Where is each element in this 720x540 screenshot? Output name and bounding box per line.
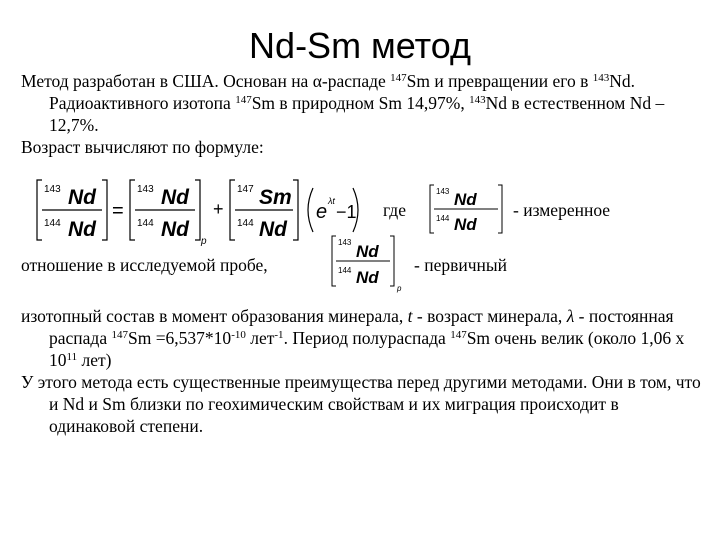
exp-base: e — [316, 201, 328, 223]
formula-intro: Возраст вычисляют по формуле: — [21, 137, 264, 157]
text-run: Sm в природном Sm 14,97%, — [251, 93, 470, 113]
text-run: Sm =6,537*10 — [127, 328, 232, 348]
superscript: 147 — [450, 329, 467, 341]
plus-sign: + — [213, 199, 224, 219]
measured-label: - измеренное — [513, 200, 611, 220]
text-run: Метод разработан в США. Основан на α-распаде — [21, 71, 391, 91]
element-symbol: Nd — [356, 268, 379, 287]
text-run: Nd в естественном Nd – 12,7%. — [49, 93, 665, 135]
superscript: -1 — [274, 329, 284, 341]
age-formula — [30, 178, 360, 246]
slide-title: Nd-Sm метод — [249, 25, 471, 66]
isotope-mass: 144 — [137, 218, 154, 229]
superscript: -10 — [231, 329, 246, 341]
isotope-mass: 144 — [436, 214, 450, 223]
variable-lambda: λ — [566, 306, 575, 326]
element-symbol: Nd — [356, 242, 379, 261]
superscript: 11 — [66, 351, 78, 363]
exp-power: λt — [328, 196, 335, 206]
isotope-mass: 144 — [237, 218, 254, 229]
text-run: лет — [245, 328, 275, 348]
text-run: - возраст минерала, — [412, 306, 567, 326]
superscript: 147 — [235, 94, 252, 106]
text-run: Nd. Радиоактивного изотопа — [49, 71, 636, 113]
element-symbol: Nd — [68, 218, 96, 241]
superscript: 143 — [469, 94, 486, 106]
element-symbol: Nd — [68, 186, 96, 209]
superscript: 147 — [111, 329, 128, 341]
superscript: 143 — [592, 72, 610, 84]
isotope-mass: 147 — [237, 184, 254, 195]
isotope-mass: 144 — [44, 218, 61, 229]
subscript-p: p — [397, 284, 402, 293]
isotope-mass: 143 — [137, 184, 154, 195]
primary-label: - первичный — [414, 255, 508, 275]
element-symbol: Nd — [161, 218, 189, 241]
superscript: 147 — [390, 72, 407, 84]
variable-t: t — [407, 306, 413, 326]
where-label: где — [383, 200, 406, 220]
explanation-paragraph — [21, 305, 701, 371]
element-symbol: Nd — [454, 190, 477, 209]
ratio-description: отношение в исследуемой пробе, — [21, 255, 268, 275]
element-symbol: Nd — [454, 215, 477, 234]
advantages-paragraph: У этого метода есть существенные преимущества перед другими методами. Они в том, что и Nd и Sm близки по геохимическим свойствам и их миграция происходит в одинаковой степени. — [21, 372, 701, 436]
subscript-p: p — [201, 236, 207, 247]
measured-ratio-svg — [428, 184, 508, 236]
text-run: лет) — [77, 350, 112, 370]
element-symbol: Nd — [259, 218, 287, 241]
intro-paragraph — [21, 70, 701, 136]
explanation-block — [21, 305, 701, 437]
isotope-mass: 143 — [338, 238, 352, 247]
text-run: . Период полураспада — [283, 328, 451, 348]
element-symbol: Sm — [259, 186, 292, 209]
text-run: Sm очень велик (около 1,06 х 10 — [49, 328, 685, 370]
measured-ratio — [428, 184, 508, 236]
minus-one: −1 — [336, 202, 357, 222]
isotope-mass: 143 — [44, 184, 61, 195]
formula-svg — [30, 178, 360, 246]
element-symbol: Nd — [161, 186, 189, 209]
primary-ratio — [330, 235, 410, 293]
text-run: - постоянная распада — [49, 306, 674, 348]
primary-ratio-svg — [330, 235, 410, 293]
equals-sign: = — [112, 200, 124, 222]
text-run: Sm и превращении его в — [406, 71, 593, 91]
text-run: изотопный состав в момент образования минерала, — [21, 306, 408, 326]
isotope-mass: 143 — [436, 187, 450, 196]
intro-block — [21, 70, 701, 158]
isotope-mass: 144 — [338, 266, 352, 275]
